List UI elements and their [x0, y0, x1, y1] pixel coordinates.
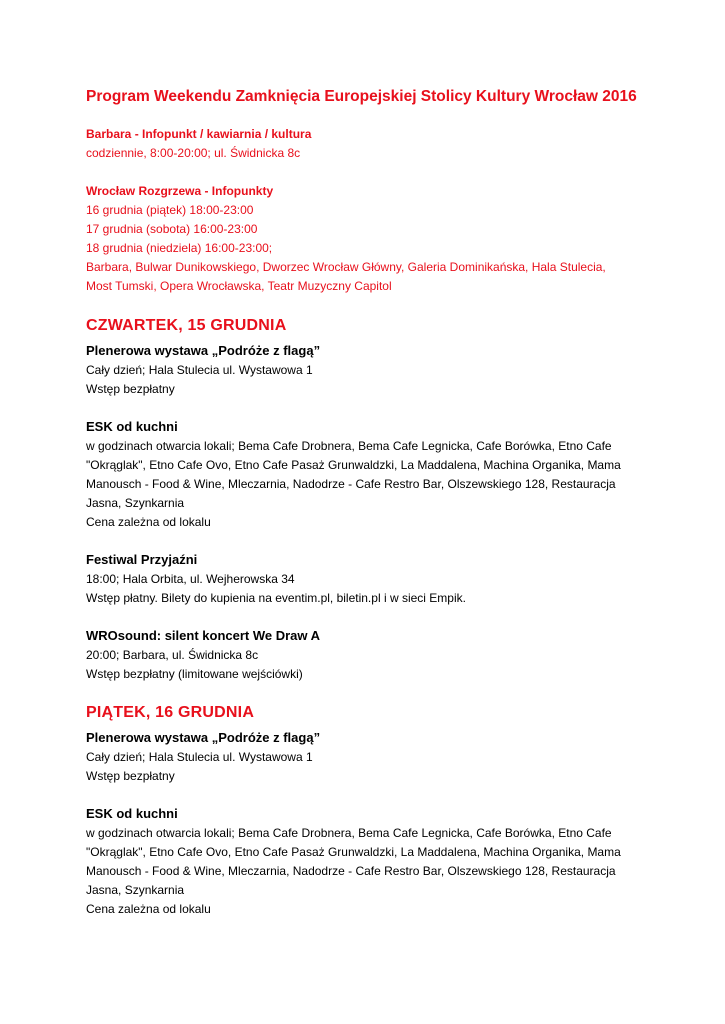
info-line: 16 grudnia (piątek) 18:00-23:00 [86, 203, 254, 217]
event-line: 18:00; Hala Orbita, ul. Wejherowska 34 [86, 572, 295, 586]
info-barbara [86, 125, 646, 163]
event-line: Wstęp bezpłatny [86, 769, 175, 783]
info-line: 18 grudnia (niedziela) 16:00-23:00; [86, 241, 273, 255]
event-line: "Okrąglak", Etno Cafe Ovo, Etno Cafe Pasaż Grunwaldzki, La Maddalena, Machina Organika, Mama [86, 458, 621, 472]
event-line: 20:00; Barbara, ul. Świdnicka 8c [86, 648, 259, 662]
day-heading: CZWARTEK, 15 GRUDNIA [86, 317, 287, 334]
event-line: Cały dzień; Hala Stulecia ul. Wystawowa 1 [86, 750, 313, 764]
event-title: Plenerowa wystawa „Podróże z flagą” [86, 343, 321, 358]
event-line: Cały dzień; Hala Stulecia ul. Wystawowa 1 [86, 363, 313, 377]
event-line: Manousch - Food & Wine, Mleczarnia, Nadodrze - Cafe Restro Bar, Olszewskiego 128, Restauracja [86, 864, 616, 878]
event-line: Jasna, Szynkarnia [86, 496, 185, 510]
day-thursday [86, 315, 646, 684]
event-line: w godzinach otwarcia lokali; Bema Cafe Drobnera, Bema Cafe Legnicka, Cafe Borówka, Etno Cafe [86, 826, 612, 840]
event-title: ESK od kuchni [86, 419, 178, 434]
event-line: w godzinach otwarcia lokali; Bema Cafe Drobnera, Bema Cafe Legnicka, Cafe Borówka, Etno Cafe [86, 439, 612, 453]
event-line: Jasna, Szynkarnia [86, 883, 185, 897]
document-page [86, 86, 646, 937]
document-title: Program Weekendu Zamknięcia Europejskiej Stolicy Kultury Wrocław 2016 [86, 88, 637, 105]
info-line: codziennie, 8:00-20:00; ul. Świdnicka 8c [86, 146, 301, 160]
event-title: Festiwal Przyjaźni [86, 552, 198, 567]
event-item [86, 550, 646, 608]
event-title: Plenerowa wystawa „Podróże z flagą” [86, 730, 321, 745]
event-title: WROsound: silent koncert We Draw A [86, 628, 321, 643]
event-item [86, 341, 646, 399]
event-line: "Okrąglak", Etno Cafe Ovo, Etno Cafe Pasaż Grunwaldzki, La Maddalena, Machina Organika, Mama [86, 845, 621, 859]
info-heading: Barbara - Infopunkt / kawiarnia / kultura [86, 127, 312, 141]
event-item [86, 728, 646, 786]
event-line: Manousch - Food & Wine, Mleczarnia, Nadodrze - Cafe Restro Bar, Olszewskiego 128, Restauracja [86, 477, 616, 491]
event-line: Wstęp płatny. Bilety do kupienia na eventim.pl, biletin.pl i w sieci Empik. [86, 591, 466, 605]
event-line: Cena zależna od lokalu [86, 515, 211, 529]
event-line: Wstęp bezpłatny [86, 382, 175, 396]
info-line: Most Tumski, Opera Wrocławska, Teatr Muzyczny Capitol [86, 279, 392, 293]
event-item [86, 804, 646, 919]
info-heading: Wrocław Rozgrzewa - Infopunkty [86, 184, 274, 198]
info-rozgrzewa [86, 182, 646, 296]
info-line: 17 grudnia (sobota) 16:00-23:00 [86, 222, 258, 236]
event-line: Cena zależna od lokalu [86, 902, 211, 916]
day-heading: PIĄTEK, 16 GRUDNIA [86, 704, 255, 721]
info-line: Barbara, Bulwar Dunikowskiego, Dworzec Wrocław Główny, Galeria Dominikańska, Hala Stulecia, [86, 260, 606, 274]
event-item [86, 417, 646, 532]
event-title: ESK od kuchni [86, 806, 178, 821]
event-item [86, 626, 646, 684]
event-line: Wstęp bezpłatny (limitowane wejściówki) [86, 667, 303, 681]
day-friday [86, 702, 646, 919]
